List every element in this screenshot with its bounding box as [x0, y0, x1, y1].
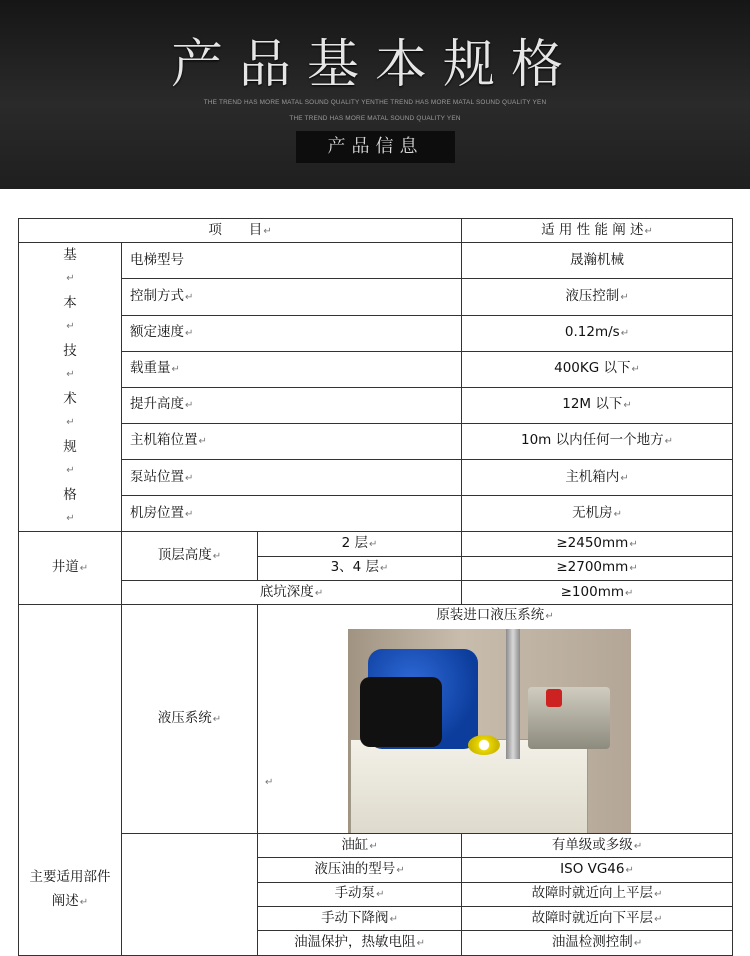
row-value: ISO VG46↵: [462, 858, 733, 882]
table-row: [19, 243, 733, 279]
header-banner: [0, 0, 750, 189]
row-label: 泵站位置↵: [122, 460, 462, 496]
row-value: 故障时就近向下平层↵: [462, 907, 733, 931]
row-value: 主机箱内↵: [462, 460, 733, 496]
photo-caption: 原装进口液压系统↵: [436, 607, 554, 624]
top-height-label: 顶层高度↵: [122, 532, 258, 581]
banner-subtitle: 产品信息: [296, 131, 455, 163]
banner-tagline: THE TREND HAS MORE MATAL SOUND QUALITY YENTHE TREND HAS MORE MATAL SOUND QUALITY YEN: [203, 99, 547, 106]
pit-depth-label: 底坑深度↵: [122, 580, 462, 604]
row-label: 主机箱位置↵: [122, 423, 462, 459]
table-row: [19, 580, 733, 604]
row-value: 10m 以内任何一个地方↵: [462, 423, 733, 459]
shaft-group-label: 井道↵: [19, 532, 122, 605]
row-label: 手动下降阀↵: [258, 907, 462, 931]
table-row: [19, 532, 733, 556]
table-row: [19, 423, 733, 459]
row-value: 无机房↵: [462, 496, 733, 532]
table-row: [19, 387, 733, 423]
table-header-row: [19, 219, 733, 243]
main-parts-group-label: 主要适用部件阐述↵: [19, 605, 122, 955]
row-value: 400KG 以下↵: [462, 351, 733, 387]
row-value: 故障时就近向上平层↵: [462, 882, 733, 906]
row-label: 电梯型号: [122, 243, 462, 279]
table-row: [19, 605, 733, 834]
table-row: [19, 279, 733, 315]
pipe-shape: [506, 629, 520, 759]
row-label: 液压油的型号↵: [258, 858, 462, 882]
banner-title: 产品基本规格: [170, 35, 579, 95]
pit-depth-value: ≥100mm↵: [462, 580, 733, 604]
paragraph-mark: ↵: [265, 777, 274, 789]
oil-tank-shape: [350, 739, 588, 834]
blank-cell: [122, 834, 258, 955]
table-row: [19, 315, 733, 351]
row-value: 0.12m/s↵: [462, 315, 733, 351]
hydraulic-unit-photo: [348, 629, 631, 834]
row-label: 机房位置↵: [122, 496, 462, 532]
floor-2-value: ≥2450mm↵: [462, 532, 733, 556]
row-label: 手动泵↵: [258, 882, 462, 906]
header-performance-cell: 适 用 性 能 阐 述↵: [462, 219, 733, 243]
row-value: 晟瀚机械: [462, 243, 733, 279]
hydraulic-photo-cell: [258, 605, 733, 834]
row-value: 液压控制↵: [462, 279, 733, 315]
floor-34-value: ≥2700mm↵: [462, 556, 733, 580]
row-label: 提升高度↵: [122, 387, 462, 423]
row-value: 12M 以下↵: [462, 387, 733, 423]
row-label: 油缸↵: [258, 834, 462, 858]
row-value: 油温检测控制↵: [462, 931, 733, 955]
row-label: 油温保护，热敏电阻↵: [258, 931, 462, 955]
spec-table: [18, 218, 733, 956]
row-label: 载重量↵: [122, 351, 462, 387]
table-row: [19, 351, 733, 387]
row-label: 控制方式↵: [122, 279, 462, 315]
hydraulic-system-label: 液压系统↵: [122, 605, 258, 834]
table-row: [19, 496, 733, 532]
header-item-cell: 项 目↵: [19, 219, 462, 243]
valve-block-shape: [528, 687, 610, 749]
floor-2-label: 2 层↵: [258, 532, 462, 556]
floor-34-label: 3、4 层↵: [258, 556, 462, 580]
table-row: [19, 460, 733, 496]
banner-tagline-2: THE TREND HAS MORE MATAL SOUND QUALITY YEN: [289, 115, 461, 122]
table-row: [19, 834, 733, 858]
row-label: 额定速度↵: [122, 315, 462, 351]
row-value: 有单级或多级↵: [462, 834, 733, 858]
basic-spec-group-label: 基 ↵ 本 ↵ 技 ↵ 术 ↵ 规 ↵ 格 ↵: [19, 243, 122, 532]
